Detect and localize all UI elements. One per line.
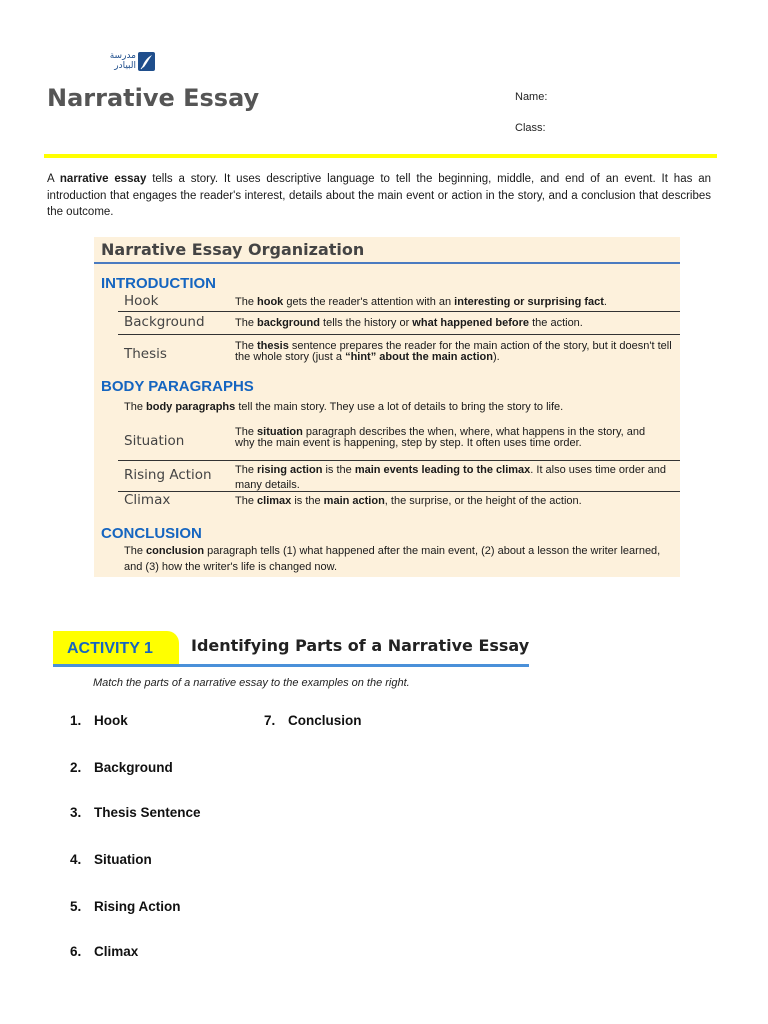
school-logo: [86, 51, 154, 73]
school-name-arabic: مدرسة البيادر: [109, 51, 136, 71]
term-hook: Hook: [124, 293, 159, 309]
activity-instructions: Match the parts of a narrative essay to the examples on the right.: [93, 677, 410, 689]
body-paragraphs-heading: BODY PARAGRAPHS: [101, 378, 254, 395]
class-label: Class:: [515, 122, 546, 134]
list-item: 4. Situation: [70, 852, 152, 867]
header-divider: [44, 154, 717, 158]
term-background: Background: [124, 314, 205, 330]
page-title: Narrative Essay: [47, 84, 260, 112]
term-rising-action: Rising Action: [124, 467, 212, 483]
row-divider: [118, 491, 680, 492]
activity-title: Identifying Parts of a Narrative Essay: [191, 636, 530, 655]
list-item: 3. Thesis Sentence: [70, 805, 201, 820]
organization-title-rule: [94, 262, 680, 264]
list-item: 2. Background: [70, 760, 173, 775]
row-divider: [118, 334, 680, 335]
row-divider: [118, 460, 680, 461]
definition-hook: The hook gets the reader's attention with an interesting or surprising fact.: [235, 296, 607, 308]
term-situation: Situation: [124, 433, 185, 449]
conclusion-heading: CONCLUSION: [101, 525, 202, 542]
feather-logo-icon: [138, 52, 155, 71]
body-paragraphs-lead: The body paragraphs tell the main story. They use a lot of details to bring the story to life.: [124, 401, 564, 413]
term-climax: Climax: [124, 492, 171, 508]
definition-situation: The situation paragraph describes the when, where, what happens in the story, and why the main event is happening, step by step. It often uses time order.: [235, 426, 646, 449]
list-item: 6. Climax: [70, 944, 139, 959]
introduction-heading: INTRODUCTION: [101, 275, 216, 292]
list-item: 1. Hook: [70, 713, 128, 728]
organization-title: Narrative Essay Organization: [101, 240, 365, 259]
name-label: Name:: [515, 91, 548, 103]
definition-background: The background tells the history or what happened before the action.: [235, 317, 583, 329]
list-item: 7. Conclusion: [264, 713, 362, 728]
definition-thesis: The thesis sentence prepares the reader for the main action of the story, but it doesn't tell the whole story (just a “hint” about the main action).: [235, 340, 672, 363]
intro-paragraph: A narrative essay tells a story. It uses descriptive language to tell the beginning, middle, and end of an event. It has an introduction that engages the reader's interest, details about the main event or action in the story, and a conclusion that describes the outcome.: [47, 173, 711, 218]
list-item: 5. Rising Action: [70, 899, 181, 914]
row-divider: [118, 311, 680, 312]
activity-title-rule: [53, 664, 529, 667]
term-thesis: Thesis: [124, 346, 167, 362]
activity-tab-label: ACTIVITY 1: [67, 640, 153, 657]
definition-climax: The climax is the main action, the surprise, or the height of the action.: [235, 495, 582, 507]
conclusion-text: The conclusion paragraph tells (1) what happened after the main event, (2) about a lesson the writer learned, and (3) how the writer's life is changed now.: [124, 545, 661, 573]
definition-rising-action: The rising action is the main events leading to the climax. It also uses time order and many details.: [235, 464, 667, 491]
